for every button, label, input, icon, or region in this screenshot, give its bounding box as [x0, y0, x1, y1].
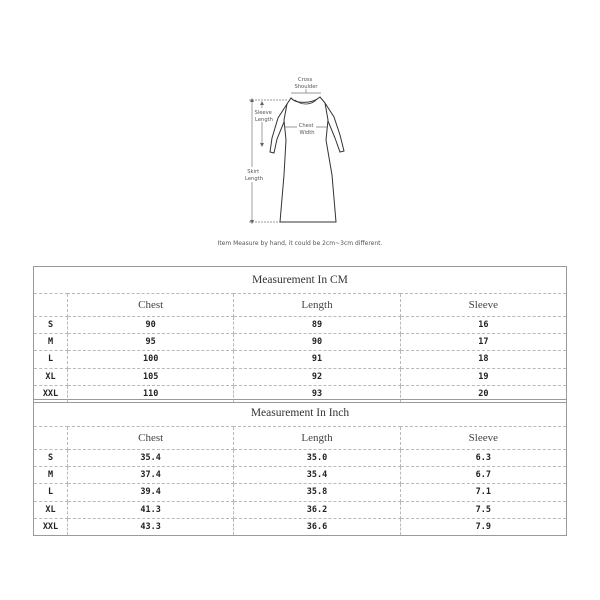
length-cell: 93: [234, 385, 400, 402]
length-cell: 35.4: [234, 467, 400, 484]
chest-cell: 37.4: [68, 467, 234, 484]
dress-outline: [270, 97, 344, 222]
size-label: XXL: [34, 385, 68, 402]
sleeve-cell: 7.5: [400, 501, 566, 518]
chest-cell: 110: [68, 385, 234, 402]
size-label: M: [34, 467, 68, 484]
chest-cell: 90: [68, 317, 234, 334]
size-label: S: [34, 317, 68, 334]
sleeve-cell: 6.3: [400, 450, 566, 467]
table-row: [34, 467, 567, 484]
column-header-sleeve: Sleeve: [400, 294, 566, 317]
size-table-inch: [33, 399, 567, 536]
column-header-length: Length: [234, 294, 400, 317]
chest-cell: 35.4: [68, 450, 234, 467]
length-cell: 36.2: [234, 501, 400, 518]
chest-cell: 39.4: [68, 484, 234, 501]
length-cell: 90: [234, 334, 400, 351]
size-label: XXL: [34, 518, 68, 535]
table-row: [34, 368, 567, 385]
column-header-sleeve: Sleeve: [400, 427, 566, 450]
sleeve-cell: 17: [400, 334, 566, 351]
table-row: [34, 501, 567, 518]
table-title: Measurement In CM: [34, 267, 567, 294]
sleeve-cell: 20: [400, 385, 566, 402]
length-cell: 89: [234, 317, 400, 334]
column-header-length: Length: [234, 427, 400, 450]
table-row: [34, 351, 567, 368]
size-label: L: [34, 484, 68, 501]
chest-cell: 95: [68, 334, 234, 351]
table-row: [34, 450, 567, 467]
sleeve-cell: 7.9: [400, 518, 566, 535]
table-header-row: [34, 427, 567, 450]
chest-width-label: Chest Width: [298, 123, 315, 136]
corner-cell: [34, 427, 68, 450]
length-cell: 91: [234, 351, 400, 368]
sleeve-cell: 16: [400, 317, 566, 334]
table-row: [34, 317, 567, 334]
length-cell: 92: [234, 368, 400, 385]
right-sleeve: [325, 103, 344, 152]
size-label: L: [34, 351, 68, 368]
dress-measurement-diagram: [0, 0, 600, 240]
size-label: M: [34, 334, 68, 351]
length-cell: 36.6: [234, 518, 400, 535]
length-cell: 35.8: [234, 484, 400, 501]
corner-cell: [34, 294, 68, 317]
size-label: XL: [34, 501, 68, 518]
table-row: [34, 334, 567, 351]
sleeve-length-label: Sleeve Length: [254, 110, 273, 123]
length-cell: 35.0: [234, 450, 400, 467]
column-header-chest: Chest: [68, 294, 234, 317]
chest-cell: 105: [68, 368, 234, 385]
table-header-row: [34, 294, 567, 317]
table-row: [34, 518, 567, 535]
dress-body: [280, 97, 336, 222]
table-title: Measurement In Inch: [34, 400, 567, 427]
table-row: [34, 484, 567, 501]
measurement-caption: Item Measure by hand, it could be 2cm~3cm different.: [217, 240, 383, 247]
skirt-length-label: Skirt Length: [245, 169, 263, 182]
size-label: XL: [34, 368, 68, 385]
column-header-chest: Chest: [68, 427, 234, 450]
cross-shoulder-label: Cross Shoulder: [294, 77, 318, 90]
chest-cell: 100: [68, 351, 234, 368]
sleeve-cell: 18: [400, 351, 566, 368]
sleeve-cell: 19: [400, 368, 566, 385]
size-label: S: [34, 450, 68, 467]
size-table-cm: [33, 266, 567, 403]
chest-cell: 43.3: [68, 518, 234, 535]
sleeve-cell: 7.1: [400, 484, 566, 501]
sleeve-cell: 6.7: [400, 467, 566, 484]
chest-cell: 41.3: [68, 501, 234, 518]
